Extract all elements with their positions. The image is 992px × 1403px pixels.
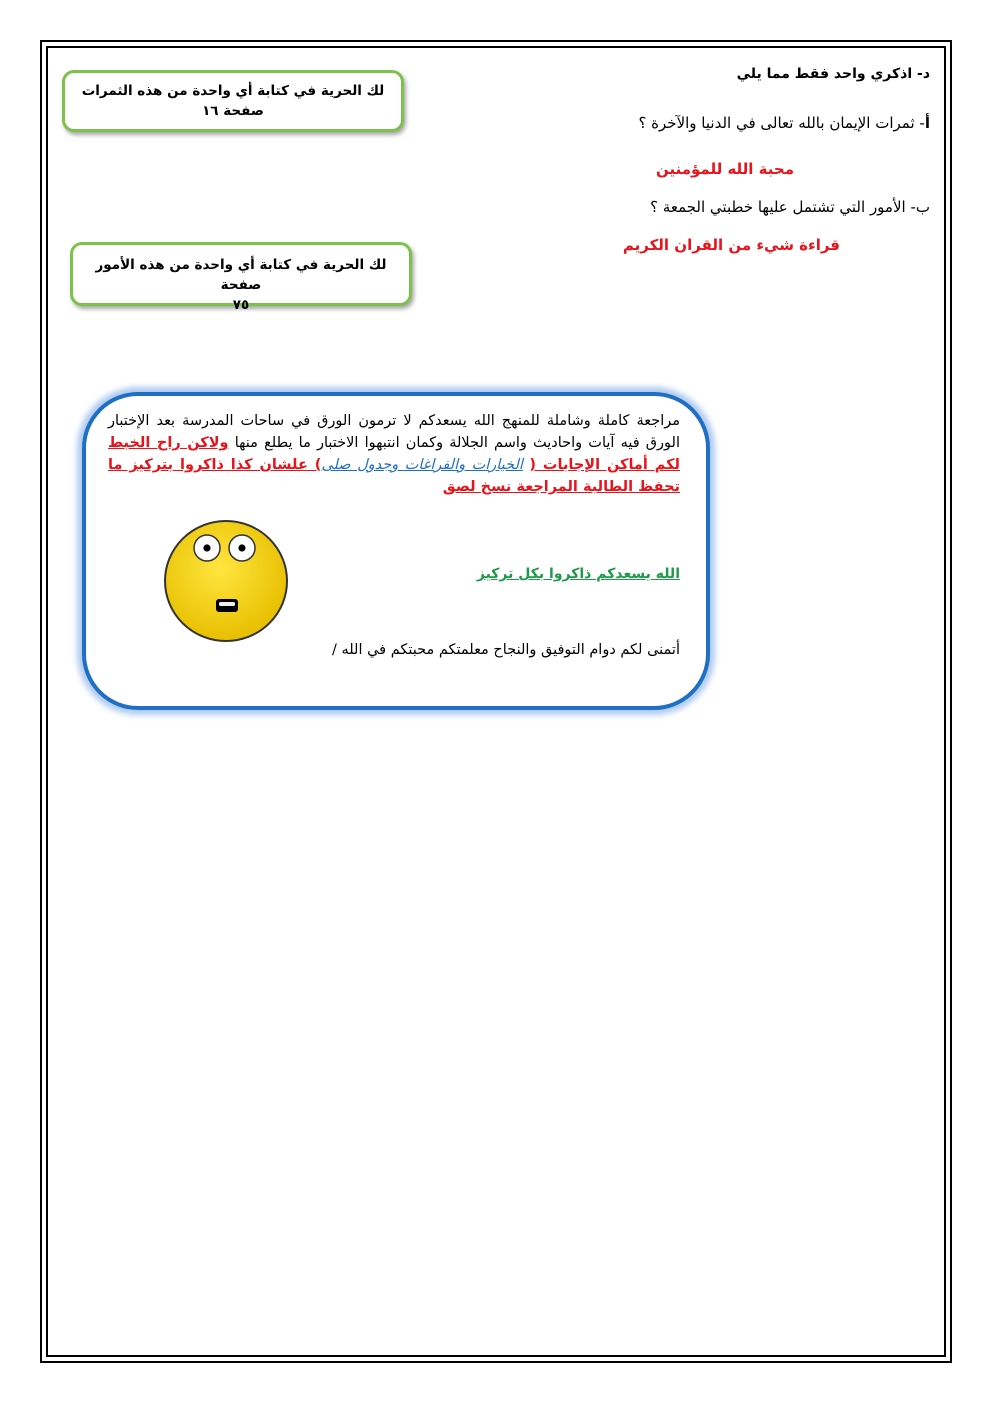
message-green: الله يسعدكم ذاكروا بكل تركيز bbox=[476, 566, 680, 582]
answer-2: قراءة شيء من القران الكريم bbox=[622, 236, 840, 254]
question-1 bbox=[638, 114, 930, 132]
note-box-1 bbox=[62, 70, 404, 132]
surprised-face-icon bbox=[162, 518, 290, 644]
message-text-1: مراجعة كاملة وشاملة للمنهج الله يسعدكم لا ترمون الورق في ساحات المدرسة بعد الإختبار الورق فيه آيات واحاديث واسم الجلالة وكمان انتبهوا الاختبار ما يطلع منها bbox=[108, 413, 680, 451]
message-red-2: ) علشان كذا ذاكروا بتركيز ما تحفظ الطالبة المراجعة نسخ لصق bbox=[108, 457, 680, 495]
note-2-line-1: لك الحرية في كتابة أي واحدة من هذه الأمور صفحة bbox=[95, 257, 387, 293]
question-2: ب- الأمور التي تشتمل عليها خطبتي الجمعة ؟ bbox=[650, 198, 930, 216]
note-2-line-2: ٧٥ bbox=[232, 297, 250, 313]
answer-1: محبة الله للمؤمنين bbox=[655, 160, 794, 178]
note-1-line-2: صفحة ١٦ bbox=[202, 103, 264, 119]
message-paragraph bbox=[108, 410, 680, 498]
message-closing: أتمنى لكم دوام التوفيق والنجاح معلمتكم محبتكم في الله / bbox=[331, 642, 680, 658]
message-red-1: ولاكن راح الخبط لكم أماكن الإجابات ( bbox=[108, 435, 681, 473]
note-1-line-1: لك الحرية في كتابة أي واحدة من هذه الثمرات bbox=[81, 83, 385, 99]
section-heading: د- اذكري واحد فقط مما يلي bbox=[736, 66, 930, 82]
message-blue: الخيارات والفراغات وجدول صلى bbox=[321, 457, 523, 473]
question-1-marker: أ bbox=[924, 114, 930, 132]
question-1-text: - ثمرات الإيمان بالله تعالى في الدنيا والآخرة ؟ bbox=[638, 114, 925, 132]
note-box-2 bbox=[70, 242, 412, 313]
